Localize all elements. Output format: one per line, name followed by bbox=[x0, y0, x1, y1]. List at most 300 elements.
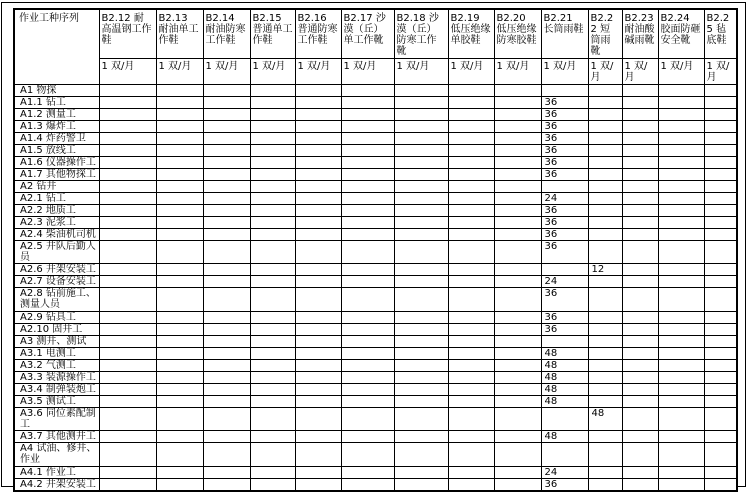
table-row bbox=[14, 288, 737, 312]
section-row bbox=[14, 336, 737, 348]
value-cell bbox=[448, 360, 494, 372]
row-label-cell: A2.7 设备安装工 bbox=[14, 276, 99, 288]
value-cell bbox=[156, 241, 203, 264]
unit-cell: 1 双/月 bbox=[295, 59, 341, 85]
table-row bbox=[14, 384, 737, 396]
value-cell bbox=[156, 312, 203, 324]
value-cell bbox=[588, 109, 622, 121]
value-cell bbox=[658, 121, 704, 133]
value-cell bbox=[704, 360, 737, 372]
value-cell bbox=[341, 324, 394, 336]
value-cell bbox=[295, 348, 341, 360]
value-cell bbox=[341, 360, 394, 372]
value-cell bbox=[448, 217, 494, 229]
value-cell bbox=[295, 479, 341, 492]
value-cell bbox=[658, 157, 704, 169]
value-cell bbox=[99, 408, 156, 431]
value-cell bbox=[494, 229, 541, 241]
value-cell bbox=[658, 479, 704, 492]
value-cell bbox=[704, 133, 737, 145]
table-row bbox=[14, 217, 737, 229]
value-cell bbox=[203, 372, 250, 384]
row-label-cell: A4.2 井架安装工 bbox=[14, 479, 99, 492]
value-cell bbox=[658, 396, 704, 408]
table-row bbox=[14, 97, 737, 109]
value-cell bbox=[704, 217, 737, 229]
value-cell bbox=[250, 276, 295, 288]
value-cell: 36 bbox=[541, 324, 588, 336]
value-cell bbox=[658, 467, 704, 479]
value-cell bbox=[295, 109, 341, 121]
value-cell bbox=[99, 157, 156, 169]
value-cell bbox=[99, 241, 156, 264]
row-label-cell: A2.5 井队后勤人员 bbox=[14, 241, 99, 264]
corner-header-cell: 作业工种序列 bbox=[14, 9, 99, 85]
table-row bbox=[14, 360, 737, 372]
value-cell bbox=[99, 360, 156, 372]
value-cell bbox=[588, 467, 622, 479]
value-cell bbox=[99, 372, 156, 384]
value-cell bbox=[394, 121, 448, 133]
value-cell bbox=[658, 229, 704, 241]
value-cell: 48 bbox=[541, 348, 588, 360]
value-cell bbox=[658, 336, 704, 348]
value-cell bbox=[341, 145, 394, 157]
value-cell bbox=[295, 157, 341, 169]
value-cell bbox=[658, 288, 704, 312]
value-cell bbox=[704, 443, 737, 467]
table-row bbox=[14, 169, 737, 181]
value-cell: 36 bbox=[541, 157, 588, 169]
value-cell bbox=[658, 109, 704, 121]
column-code: B2.14 bbox=[205, 13, 235, 24]
column-header-cell bbox=[541, 9, 588, 59]
unit-cell: 1 双/月 bbox=[341, 59, 394, 85]
value-cell bbox=[156, 276, 203, 288]
value-cell bbox=[394, 288, 448, 312]
value-cell bbox=[704, 348, 737, 360]
column-code: B2.19 bbox=[450, 13, 480, 24]
value-cell bbox=[658, 276, 704, 288]
value-cell bbox=[341, 384, 394, 396]
value-cell bbox=[99, 312, 156, 324]
value-cell bbox=[341, 205, 394, 217]
unit-cell: 1 双/月 bbox=[588, 59, 622, 85]
column-header-cell bbox=[203, 9, 250, 59]
value-cell bbox=[448, 396, 494, 408]
value-cell bbox=[448, 408, 494, 431]
column-code: B2.16 bbox=[297, 13, 327, 24]
value-cell bbox=[394, 372, 448, 384]
value-cell bbox=[622, 396, 658, 408]
value-cell bbox=[203, 288, 250, 312]
table-body bbox=[14, 85, 737, 492]
value-cell bbox=[394, 396, 448, 408]
value-cell bbox=[394, 97, 448, 109]
value-cell bbox=[448, 276, 494, 288]
value-cell bbox=[704, 408, 737, 431]
value-cell bbox=[394, 408, 448, 431]
table-row bbox=[14, 121, 737, 133]
row-label-cell: A1 物探 bbox=[14, 85, 99, 97]
value-cell bbox=[494, 241, 541, 264]
value-cell bbox=[394, 241, 448, 264]
table-row bbox=[14, 396, 737, 408]
value-cell: 48 bbox=[541, 431, 588, 443]
value-cell bbox=[99, 324, 156, 336]
column-code: B2.12 bbox=[101, 13, 131, 24]
value-cell bbox=[250, 145, 295, 157]
value-cell bbox=[494, 85, 541, 97]
value-cell bbox=[494, 157, 541, 169]
column-name: 短筒雨靴 bbox=[590, 24, 611, 57]
value-cell bbox=[494, 205, 541, 217]
value-cell bbox=[99, 229, 156, 241]
value-cell bbox=[156, 372, 203, 384]
value-cell bbox=[658, 360, 704, 372]
value-cell bbox=[588, 205, 622, 217]
value-cell bbox=[541, 181, 588, 193]
row-label-cell: A3.3 装源操作工 bbox=[14, 372, 99, 384]
value-cell bbox=[658, 181, 704, 193]
table-row bbox=[14, 145, 737, 157]
value-cell bbox=[156, 121, 203, 133]
value-cell bbox=[156, 217, 203, 229]
value-cell bbox=[156, 336, 203, 348]
table-row bbox=[14, 324, 737, 336]
value-cell bbox=[99, 121, 156, 133]
value-cell bbox=[494, 181, 541, 193]
row-label-cell: A2.4 柴油机司机 bbox=[14, 229, 99, 241]
section-row bbox=[14, 85, 737, 97]
value-cell bbox=[448, 85, 494, 97]
value-cell bbox=[295, 193, 341, 205]
value-cell bbox=[99, 193, 156, 205]
column-code: B2.18 bbox=[396, 13, 426, 24]
value-cell bbox=[448, 121, 494, 133]
value-cell: 36 bbox=[541, 205, 588, 217]
value-cell bbox=[341, 348, 394, 360]
value-cell bbox=[203, 443, 250, 467]
value-cell bbox=[250, 408, 295, 431]
value-cell bbox=[704, 241, 737, 264]
value-cell bbox=[448, 324, 494, 336]
value-cell bbox=[394, 348, 448, 360]
value-cell bbox=[704, 109, 737, 121]
value-cell bbox=[448, 264, 494, 276]
value-cell bbox=[250, 384, 295, 396]
value-cell bbox=[658, 85, 704, 97]
value-cell bbox=[494, 348, 541, 360]
value-cell bbox=[658, 431, 704, 443]
value-cell bbox=[295, 85, 341, 97]
value-cell bbox=[658, 312, 704, 324]
column-code: B2.15 bbox=[252, 13, 282, 24]
value-cell bbox=[295, 145, 341, 157]
value-cell bbox=[588, 121, 622, 133]
value-cell bbox=[203, 85, 250, 97]
value-cell bbox=[494, 443, 541, 467]
value-cell bbox=[622, 97, 658, 109]
value-cell bbox=[704, 479, 737, 492]
value-cell bbox=[394, 276, 448, 288]
value-cell bbox=[704, 336, 737, 348]
column-name: 毡底鞋 bbox=[706, 24, 727, 46]
table-row bbox=[14, 408, 737, 431]
value-cell bbox=[494, 467, 541, 479]
value-cell bbox=[295, 276, 341, 288]
value-cell: 36 bbox=[541, 169, 588, 181]
value-cell bbox=[250, 372, 295, 384]
value-cell bbox=[658, 205, 704, 217]
value-cell bbox=[494, 288, 541, 312]
value-cell bbox=[622, 312, 658, 324]
value-cell bbox=[99, 384, 156, 396]
column-code: B2.25 bbox=[706, 13, 730, 35]
column-code: B2.20 bbox=[496, 13, 526, 24]
value-cell bbox=[658, 324, 704, 336]
value-cell bbox=[588, 288, 622, 312]
value-cell bbox=[156, 324, 203, 336]
value-cell bbox=[99, 145, 156, 157]
column-name: 低压绝缘单胶鞋 bbox=[450, 24, 491, 46]
value-cell bbox=[250, 217, 295, 229]
value-cell bbox=[394, 312, 448, 324]
value-cell bbox=[341, 479, 394, 492]
value-cell bbox=[448, 157, 494, 169]
value-cell: 24 bbox=[541, 276, 588, 288]
value-cell bbox=[394, 217, 448, 229]
value-cell bbox=[448, 372, 494, 384]
column-header-cell bbox=[494, 9, 541, 59]
value-cell bbox=[99, 348, 156, 360]
value-cell bbox=[341, 336, 394, 348]
value-cell bbox=[156, 467, 203, 479]
value-cell bbox=[99, 467, 156, 479]
table-row bbox=[14, 109, 737, 121]
value-cell bbox=[494, 109, 541, 121]
row-label-cell: A3.5 测试工 bbox=[14, 396, 99, 408]
value-cell bbox=[658, 384, 704, 396]
row-label-cell: A1.4 炸药警卫 bbox=[14, 133, 99, 145]
value-cell bbox=[448, 97, 494, 109]
column-name: 耐油酸碱雨靴 bbox=[624, 24, 655, 46]
value-cell bbox=[622, 372, 658, 384]
value-cell: 36 bbox=[541, 217, 588, 229]
value-cell bbox=[394, 133, 448, 145]
value-cell bbox=[156, 169, 203, 181]
section-row bbox=[14, 443, 737, 467]
value-cell bbox=[295, 443, 341, 467]
value-cell bbox=[704, 324, 737, 336]
value-cell bbox=[658, 169, 704, 181]
column-code: B2.13 bbox=[158, 13, 188, 24]
value-cell bbox=[156, 408, 203, 431]
value-cell bbox=[494, 121, 541, 133]
value-cell bbox=[494, 276, 541, 288]
value-cell bbox=[203, 479, 250, 492]
value-cell bbox=[622, 360, 658, 372]
value-cell bbox=[295, 372, 341, 384]
value-cell bbox=[704, 264, 737, 276]
value-cell bbox=[494, 396, 541, 408]
value-cell bbox=[622, 336, 658, 348]
value-cell bbox=[448, 288, 494, 312]
value-cell bbox=[494, 217, 541, 229]
value-cell bbox=[588, 372, 622, 384]
value-cell bbox=[494, 479, 541, 492]
value-cell bbox=[588, 312, 622, 324]
value-cell: 24 bbox=[541, 467, 588, 479]
value-cell bbox=[588, 133, 622, 145]
value-cell bbox=[394, 336, 448, 348]
value-cell bbox=[250, 324, 295, 336]
value-cell bbox=[250, 97, 295, 109]
value-cell bbox=[341, 396, 394, 408]
value-cell bbox=[394, 169, 448, 181]
column-code: B2.23 bbox=[624, 13, 654, 24]
value-cell bbox=[394, 145, 448, 157]
column-header-cell bbox=[394, 9, 448, 59]
unit-cell: 1 双/月 bbox=[494, 59, 541, 85]
value-cell bbox=[341, 229, 394, 241]
value-cell bbox=[448, 431, 494, 443]
value-cell bbox=[99, 288, 156, 312]
value-cell bbox=[341, 264, 394, 276]
value-cell bbox=[203, 241, 250, 264]
value-cell bbox=[250, 109, 295, 121]
value-cell bbox=[341, 431, 394, 443]
column-code: B2.24 bbox=[660, 13, 690, 24]
value-cell bbox=[622, 121, 658, 133]
column-code: B2.22 bbox=[590, 13, 614, 35]
value-cell bbox=[588, 241, 622, 264]
value-cell bbox=[622, 264, 658, 276]
value-cell bbox=[295, 431, 341, 443]
value-cell bbox=[494, 360, 541, 372]
value-cell bbox=[658, 348, 704, 360]
value-cell: 36 bbox=[541, 97, 588, 109]
value-cell bbox=[704, 384, 737, 396]
value-cell bbox=[250, 360, 295, 372]
value-cell bbox=[494, 312, 541, 324]
value-cell bbox=[704, 396, 737, 408]
value-cell bbox=[156, 205, 203, 217]
column-header-cell bbox=[295, 9, 341, 59]
value-cell bbox=[156, 360, 203, 372]
value-cell bbox=[156, 288, 203, 312]
value-cell bbox=[494, 193, 541, 205]
value-cell bbox=[658, 145, 704, 157]
value-cell bbox=[99, 169, 156, 181]
value-cell bbox=[394, 479, 448, 492]
value-cell bbox=[622, 205, 658, 217]
value-cell bbox=[394, 181, 448, 193]
table-row bbox=[14, 133, 737, 145]
value-cell bbox=[203, 264, 250, 276]
value-cell bbox=[588, 324, 622, 336]
value-cell bbox=[156, 431, 203, 443]
value-cell bbox=[494, 145, 541, 157]
column-name: 胶面防砸安全靴 bbox=[660, 24, 701, 46]
value-cell bbox=[494, 169, 541, 181]
value-cell bbox=[494, 384, 541, 396]
column-header-cell bbox=[99, 9, 156, 59]
value-cell bbox=[622, 276, 658, 288]
value-cell bbox=[341, 288, 394, 312]
value-cell bbox=[622, 217, 658, 229]
value-cell bbox=[250, 288, 295, 312]
value-cell bbox=[341, 109, 394, 121]
value-cell bbox=[250, 479, 295, 492]
value-cell bbox=[341, 372, 394, 384]
value-cell bbox=[156, 384, 203, 396]
value-cell bbox=[448, 443, 494, 467]
value-cell bbox=[588, 97, 622, 109]
value-cell bbox=[203, 217, 250, 229]
value-cell bbox=[541, 336, 588, 348]
value-cell bbox=[156, 157, 203, 169]
value-cell bbox=[295, 408, 341, 431]
value-cell bbox=[203, 169, 250, 181]
value-cell bbox=[203, 229, 250, 241]
column-header-cell bbox=[704, 9, 737, 59]
unit-cell: 1 双/月 bbox=[622, 59, 658, 85]
value-cell bbox=[541, 85, 588, 97]
value-cell bbox=[448, 312, 494, 324]
value-cell bbox=[99, 97, 156, 109]
value-cell bbox=[250, 133, 295, 145]
value-cell bbox=[203, 384, 250, 396]
value-cell bbox=[622, 85, 658, 97]
value-cell bbox=[250, 181, 295, 193]
value-cell bbox=[588, 193, 622, 205]
value-cell bbox=[341, 312, 394, 324]
value-cell bbox=[394, 157, 448, 169]
value-cell bbox=[295, 241, 341, 264]
column-name: 耐油防寒工作鞋 bbox=[205, 24, 246, 46]
value-cell bbox=[394, 384, 448, 396]
value-cell bbox=[394, 205, 448, 217]
row-label-cell: A3.7 其他测井工 bbox=[14, 431, 99, 443]
table-row bbox=[14, 157, 737, 169]
value-cell: 36 bbox=[541, 145, 588, 157]
unit-cell: 1 双/月 bbox=[541, 59, 588, 85]
value-cell bbox=[704, 372, 737, 384]
column-header-cell bbox=[250, 9, 295, 59]
value-cell bbox=[448, 229, 494, 241]
table-row bbox=[14, 229, 737, 241]
table-row bbox=[14, 312, 737, 324]
value-cell bbox=[295, 121, 341, 133]
value-cell bbox=[494, 336, 541, 348]
value-cell bbox=[704, 229, 737, 241]
column-name: 长筒雨鞋 bbox=[543, 24, 584, 35]
value-cell bbox=[156, 145, 203, 157]
table-row bbox=[14, 372, 737, 384]
unit-cell: 1 双/月 bbox=[394, 59, 448, 85]
ppe-allocation-table bbox=[13, 8, 738, 492]
value-cell bbox=[99, 181, 156, 193]
value-cell bbox=[156, 109, 203, 121]
value-cell bbox=[295, 133, 341, 145]
row-label-cell: A1.5 放线工 bbox=[14, 145, 99, 157]
value-cell bbox=[448, 145, 494, 157]
value-cell bbox=[448, 193, 494, 205]
value-cell bbox=[704, 169, 737, 181]
value-cell bbox=[203, 145, 250, 157]
value-cell bbox=[494, 372, 541, 384]
